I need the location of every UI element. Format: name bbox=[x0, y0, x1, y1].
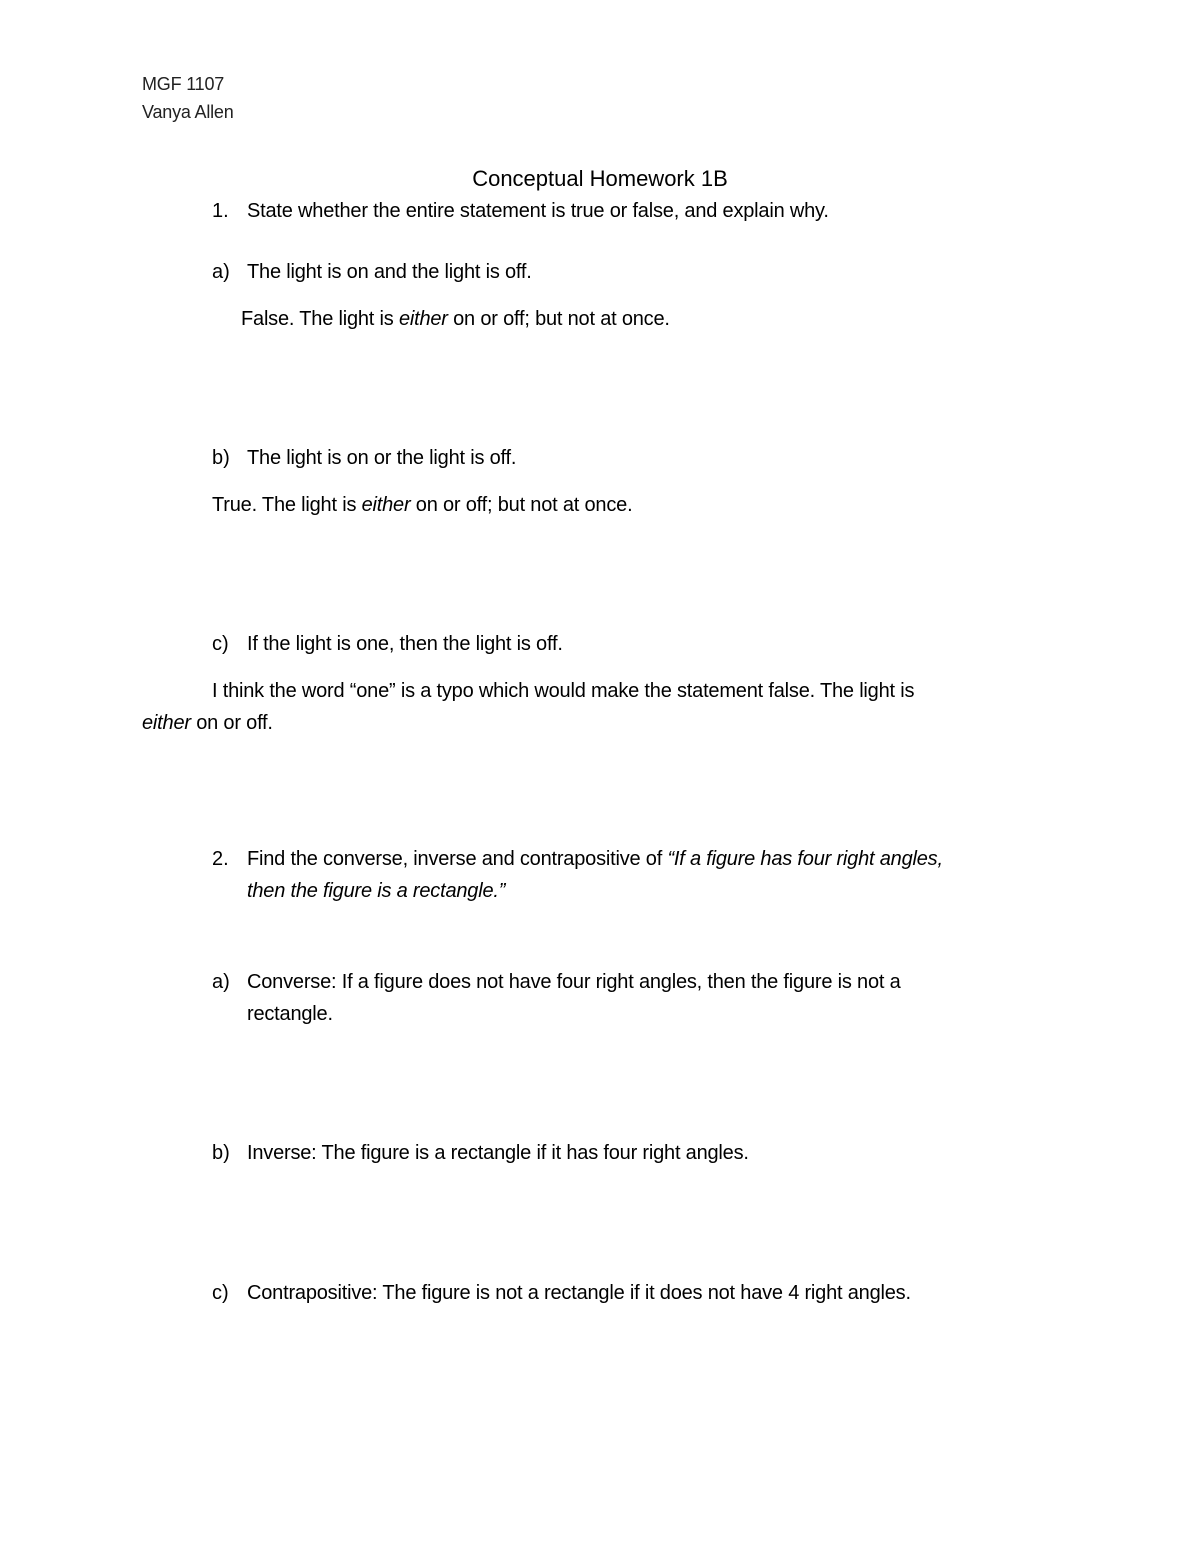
q1a-answer-post: on or off; but not at once. bbox=[447, 308, 670, 330]
q2a-marker: a) bbox=[212, 971, 230, 993]
q1c-statement: If the light is one, then the light is off. bbox=[247, 633, 563, 655]
q1c-answer-em: either bbox=[142, 712, 191, 734]
q1b-statement: The light is on or the light is off. bbox=[247, 447, 517, 469]
q1a-statement: The light is on and the light is off. bbox=[247, 261, 532, 283]
q2a-line2: rectangle. bbox=[247, 1003, 333, 1025]
q1c-answer-line1: I think the word “one” is a typo which would make the statement false. The light is bbox=[212, 680, 915, 702]
q2a-line1: Converse: If a figure does not have four right angles, then the figure is not a bbox=[247, 971, 901, 993]
q1-number: 1. bbox=[212, 200, 229, 222]
q1a-answer-em: either bbox=[398, 308, 448, 330]
q1b-answer-pre: True. The light is bbox=[212, 494, 362, 516]
q2b-text: Inverse: The figure is a rectangle if it has four right angles. bbox=[247, 1142, 749, 1164]
page-title: Conceptual Homework 1B bbox=[472, 166, 728, 191]
q1a-marker: a) bbox=[212, 261, 230, 283]
student-name: Vanya Allen bbox=[142, 102, 234, 122]
q1a-answer-pre: False. The light is bbox=[241, 308, 399, 330]
q2-prompt-em1: “If a figure has four right angles, bbox=[667, 848, 943, 870]
q1c-answer-line2 bbox=[142, 711, 273, 735]
q2-prompt-pre: Find the converse, inverse and contrapositive of bbox=[247, 848, 668, 870]
q1c-marker: c) bbox=[212, 633, 229, 655]
q2-number: 2. bbox=[212, 848, 229, 870]
q1b-answer bbox=[212, 493, 632, 517]
q2c-marker: c) bbox=[212, 1282, 229, 1304]
q2c-text: Contrapositive: The figure is not a rectangle if it does not have 4 right angles. bbox=[247, 1282, 911, 1304]
q1a-answer bbox=[241, 307, 670, 331]
q2b-marker: b) bbox=[212, 1142, 230, 1164]
q1b-marker: b) bbox=[212, 447, 230, 469]
q1b-answer-post: on or off; but not at once. bbox=[410, 494, 633, 516]
q1c-answer-post: on or off. bbox=[190, 712, 273, 734]
q2-prompt-em2: then the figure is a rectangle.” bbox=[247, 880, 506, 902]
q1b-answer-em: either bbox=[361, 494, 411, 516]
q2-prompt-line1 bbox=[247, 847, 943, 871]
q1-prompt: State whether the entire statement is true or false, and explain why. bbox=[247, 200, 829, 222]
q2-prompt-line2 bbox=[247, 879, 505, 903]
course-code: MGF 1107 bbox=[142, 74, 225, 94]
